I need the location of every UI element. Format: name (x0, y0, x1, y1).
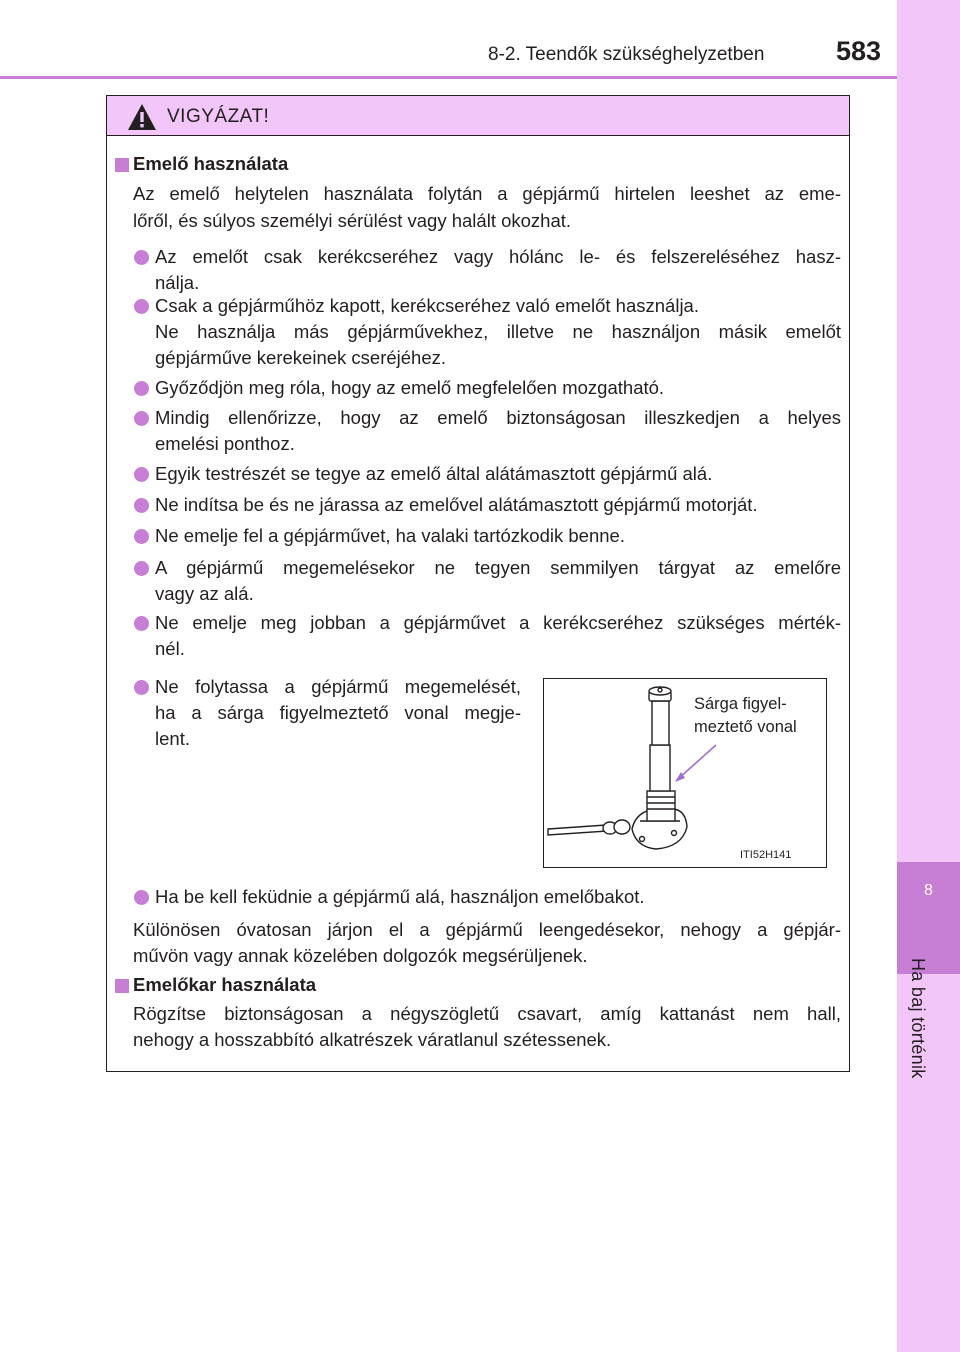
section-text-line: nehogy a hosszabbító alkatrészek váratlanul szétessenek. (133, 1029, 612, 1050)
bullet-icon (134, 467, 149, 482)
bullet-icon (134, 411, 149, 426)
intro-line: lőről, és súlyos személyi sérülést vagy halált okozhat. (133, 210, 572, 231)
bullet-icon (134, 680, 149, 695)
chapter-title (897, 958, 960, 1098)
figure-code: ITI52H141 (740, 849, 792, 861)
bullet-icon (134, 299, 149, 314)
bullet-icon (134, 250, 149, 265)
bullet-line: A gépjármű megemelésekor ne tegyen semmilyen tárgyat az emelőre (155, 557, 841, 578)
bullet-line: Győződjön meg róla, hogy az emelő megfelelően mozgatható. (155, 377, 665, 398)
warning-title: VIGYÁZAT! (167, 106, 270, 127)
bullet-line: Ne emelje meg jobban a gépjárművet a kerékcseréhez szükséges mérték- (155, 612, 841, 633)
bullet-icon (134, 529, 149, 544)
bullet-line: emelési ponthoz. (155, 433, 295, 454)
section-heading-jack: Emelő használata (133, 153, 289, 174)
chapter-side-tab (897, 0, 960, 1352)
bullet-icon (134, 616, 149, 631)
bullet-icon (134, 498, 149, 513)
bullet-line: Egyik testrészét se tegye az emelő által alátámasztott gépjármű alá. (155, 463, 713, 484)
figure-label-line: meztető vonal (694, 718, 797, 736)
chapter-number: 8 (924, 882, 933, 899)
chapter-title-text: Ha baj történik (908, 958, 928, 1079)
figure-label (694, 693, 797, 739)
section-text-line: Rögzítse biztonságosan a négyszögletű csavart, amíg kattanást nem hall, (133, 1003, 841, 1024)
bullet-line: Ne indítsa be és ne járassa az emelővel alátámasztott gépjármű motorját. (155, 494, 758, 515)
bullet-line: Mindig ellenőrizze, hogy az emelő biztonságosan illeszkedjen a helyes (155, 407, 841, 428)
warning-header (107, 96, 849, 136)
intro-line: Az emelő helytelen használata folytán a gépjármű hirtelen leeshet az eme- (133, 183, 841, 204)
bullet-line: Csak a gépjárműhöz kapott, kerékcseréhez való emelőt használja. (155, 295, 699, 316)
bullet-icon (134, 890, 149, 905)
warning-triangle-icon (127, 103, 157, 131)
bullet-line: nálja. (155, 272, 200, 293)
bullet-line: Ne használja más gépjárművekhez, illetve ne használjon másik emelőt (155, 321, 841, 342)
header-rule (0, 76, 897, 79)
outro-line: művön vagy annak közelében dolgozók megsérüljenek. (133, 945, 588, 966)
figure-label-line: Sárga figyel- (694, 695, 787, 713)
bullet-line: vagy az alá. (155, 583, 254, 604)
section-marker-icon (115, 158, 129, 172)
warning-box (106, 95, 850, 1072)
outro-line: Különösen óvatosan járjon el a gépjármű leengedésekor, nehogy a gépjár- (133, 919, 841, 940)
bullet-line: Az emelőt csak kerékcseréhez vagy hólánc le- és felszereléséhez hasz- (155, 246, 841, 267)
bullet-line: Ne emelje fel a gépjárművet, ha valaki tartózkodik benne. (155, 525, 625, 546)
section-title: 8-2. Teendők szükséghelyzetben (488, 44, 765, 65)
bullet-line: Ha be kell feküdnie a gépjármű alá, használjon emelőbakot. (155, 886, 645, 907)
section-marker-icon (115, 979, 129, 993)
section-heading-jack-handle: Emelőkar használata (133, 974, 317, 995)
page-header (0, 0, 960, 80)
bullet-line: lent. (155, 728, 190, 749)
page-number: 583 (836, 36, 882, 66)
jack-illustration (543, 678, 827, 868)
bullet-line: Ne folytassa a gépjármű megemelését, (155, 676, 521, 697)
bullet-line: nél. (155, 638, 185, 659)
bullet-line: gépjárműve kerekeinek cseréjéhez. (155, 347, 447, 368)
bullet-line: ha a sárga figyelmeztető vonal megje- (155, 702, 521, 723)
bullet-icon (134, 381, 149, 396)
bullet-icon (134, 561, 149, 576)
